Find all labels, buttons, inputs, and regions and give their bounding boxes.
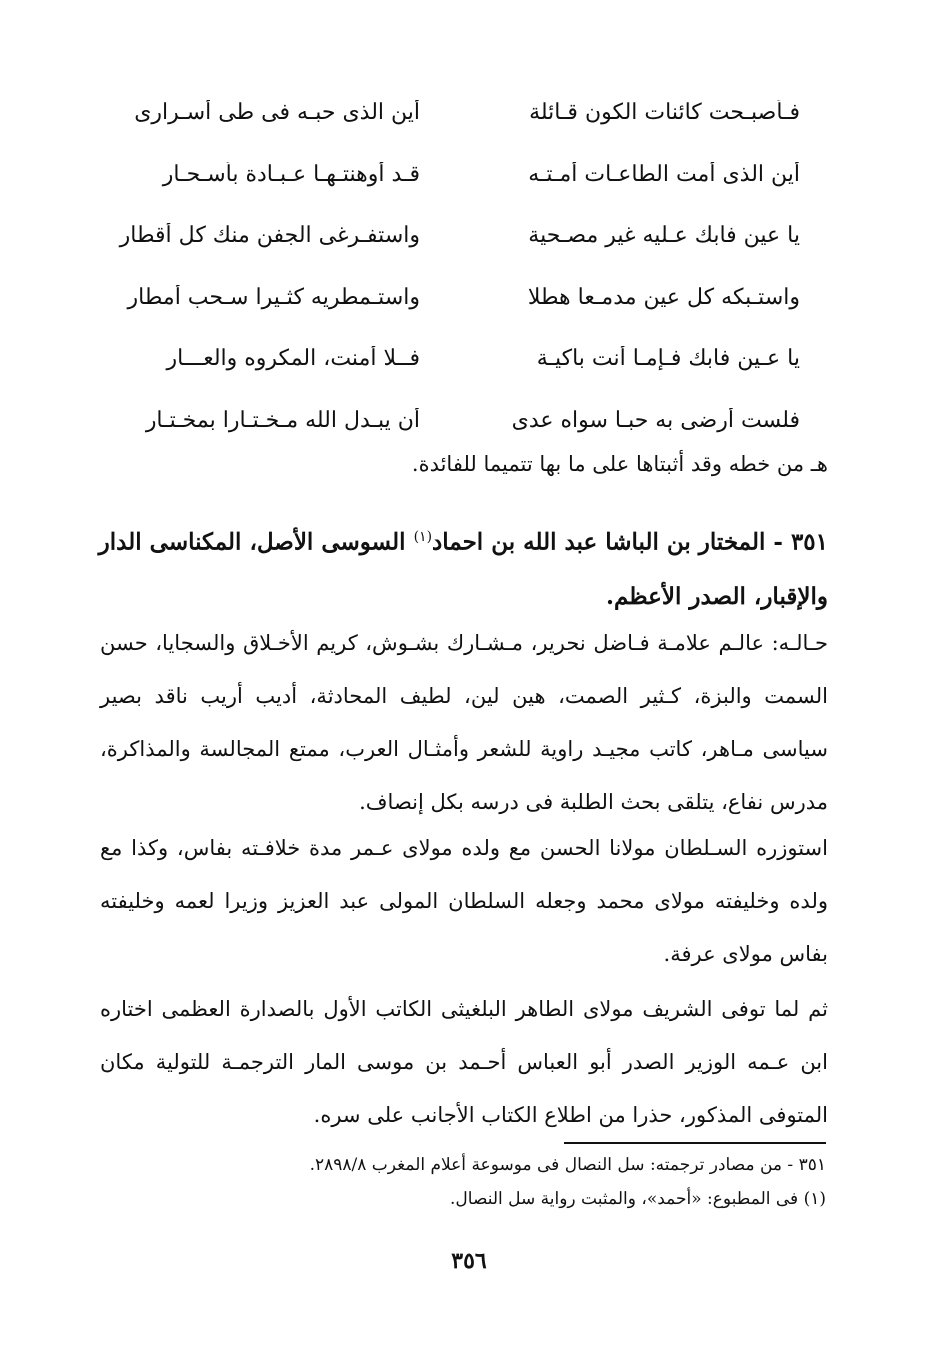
- poem-hemistich-second: أين الذى حبـه فى طى أسـرارى: [134, 100, 420, 126]
- poem-hemistich-first: فـأصبـحت كائنات الكون قـائلة: [529, 100, 800, 126]
- entry-heading-end: السوسى الأصل، المكناسى الدار والإقبار، الصدر الأعظم.: [98, 528, 828, 610]
- entry-heading-start: ٣٥١ - المختار بن الباشا عبد الله بن احماد: [432, 528, 828, 556]
- poem-verse: [100, 267, 800, 329]
- poem-hemistich-second: واستـمطريه كثـيرا سـحب أمطار: [127, 284, 420, 310]
- poem-verse: [100, 82, 800, 144]
- poem-hemistich-first: يا عين فابك عـليه غير مصـحية: [528, 223, 800, 249]
- poem-block: [100, 82, 800, 451]
- paragraph-appointment: ثم لما توفى الشريف مولاى الطاهر البلغيثى الكاتب الأول بالصدارة العظمى اختاره ابن عـمه الوزير الصدر أبو العباس أحـمد بن موسى المار الترجمـة للتولية مكان المتوفى المذكور، حذرا من اطلاع الكتاب الأجانب على سره.: [100, 997, 828, 1127]
- poem-hemistich-second: فــلا أمنت، المكروه والعـــار: [166, 346, 420, 372]
- footnote-sources: ٣٥١ - من مصادر ترجمته: سل النصال فى موسوعة أعلام المغرب ٢٨٩٨/٨.: [309, 1155, 826, 1175]
- poem-hemistich-first: يا عـين فابك فـإمـا أنت باكيـة: [536, 346, 800, 372]
- poem-hemistich-second: أن يبـدل الله مـخـتـارا بمخـتـار: [145, 407, 420, 433]
- footnotes: [186, 1148, 826, 1216]
- entry-heading: [98, 510, 828, 624]
- footnote-divider: [564, 1142, 826, 1144]
- poem-hemistich-first: فلست أرضى به حبـا سواه عدى: [511, 407, 800, 433]
- poem-hemistich-second: واستفـرغى الجفن منك كل أقطار: [119, 223, 420, 249]
- paragraph-ministry: استوزره السـلطان مولانا الحسن مع ولده مولاى عـمر مدة خلافـته بفاس، وكذا مع ولده وخليفته مولاى محمد وجعله السلطان المولى عبد العزيز وزيرا لعمه وخليفته بفاس مولاى عرفة.: [100, 836, 828, 966]
- poem-verse: [100, 390, 800, 452]
- poem-verse: [100, 205, 800, 267]
- poem-verse: [100, 144, 800, 206]
- footnote-1: (١) فى المطبوع: «أحمد»، والمثبت رواية سل النصال.: [450, 1189, 826, 1209]
- poem-hemistich-second: قـد أوهنتـهـا عـبـادة بأسـحـار: [162, 161, 420, 187]
- page-number: ٣٥٦: [451, 1248, 487, 1274]
- poem-hemistich-first: واستـبكه كل عين مدمـعا هطلا: [527, 284, 800, 310]
- poem-hemistich-first: أين الذى أمت الطاعـات أمـتـه: [528, 161, 800, 187]
- poem-verse: [100, 328, 800, 390]
- footnote-reference: (١): [413, 529, 433, 545]
- paragraph-description: حـالـه: عالـم علامـة فـاضل نحرير، مـشـارك بشـوش، كريم الأخـلاق والسجايا، حسن السمت والبزة، كـثير الصمت، هين لين، لطيف المحادثة، أديب أريب ناقد بصير سياسى مـاهر، كاتب مجيـد راوية للشعر وأمثـال العرب، ممتع المجالسة والمذاكرة، مدرس نفاع، يتلقى بحث الطلبة فى درسه بكل إنصاف.: [100, 631, 828, 814]
- closing-note: هـ من خطه وقد أثبتاها على ما بها تتميما للفائدة.: [411, 452, 828, 476]
